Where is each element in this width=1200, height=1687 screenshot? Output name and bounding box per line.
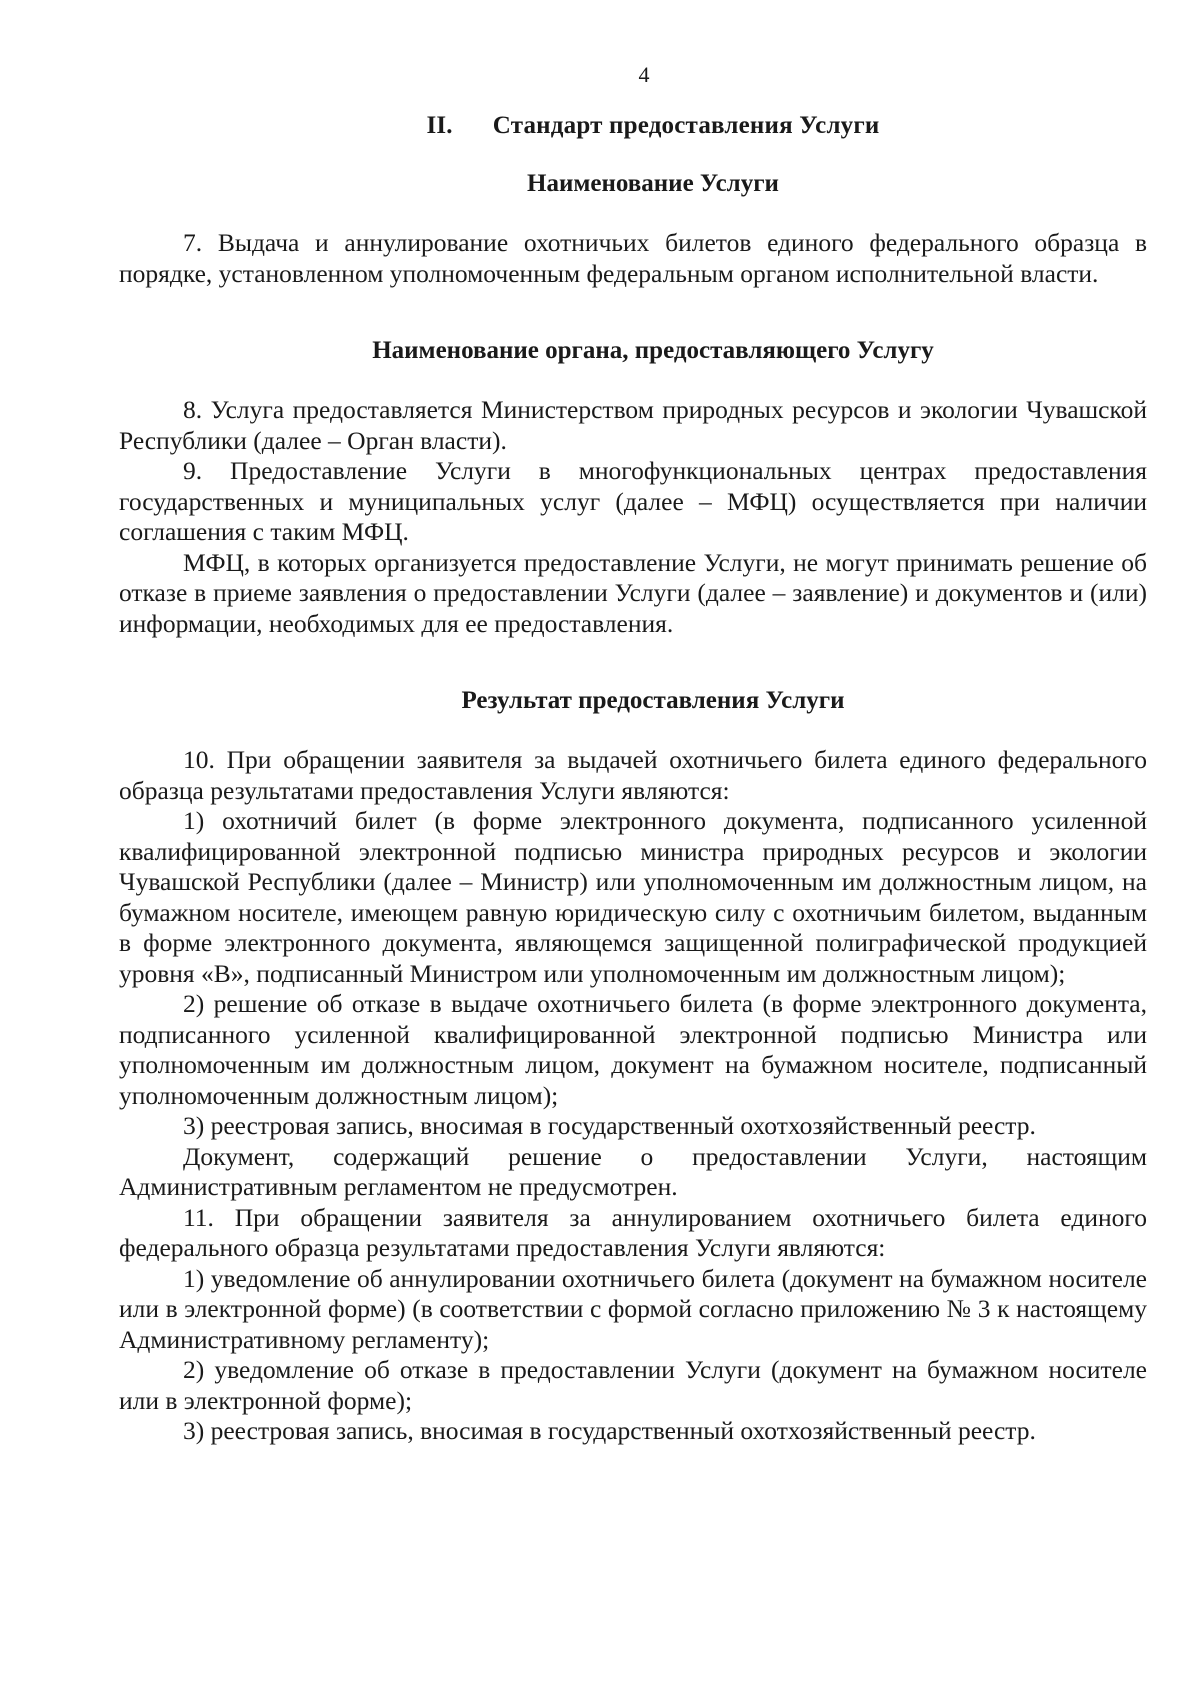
section-title-text: Стандарт предоставления Услуги (492, 112, 880, 139)
paragraph-9-mfc: МФЦ, в которых организуется предоставление Услуги, не могут принимать решение об отказе в приеме заявления о предоставлении Услуги (далее – заявление) и документов и (или) информации, необходимых для ее предоставления. (119, 547, 1147, 638)
page-number: 4 (638, 62, 650, 87)
paragraph-7: 7. Выдача и аннулирование охотничьих билетов единого федерального образца в порядке, установленном уполномоченным федеральным органом исполнительной власти. (119, 228, 1147, 288)
paragraph-10-document: Документ, содержащий решение о предоставлении Услуги, настоящим Административным регламентом не предусмотрен. (119, 1141, 1147, 1201)
heading-service-name: Наименование Услуги (527, 170, 779, 197)
heading-service-result: Результат предоставления Услуги (461, 687, 845, 714)
paragraph-10-item-3: 3) реестровая запись, вносимая в государственный охотхозяйственный реестр. (183, 1111, 1036, 1140)
paragraph-11-item-2: 2) уведомление об отказе в предоставлении Услуги (документ на бумажном носителе или в электронной форме); (119, 1355, 1147, 1415)
paragraph-10-item-2: 2) решение об отказе в выдаче охотничьего билета (в форме электронного документа, подписанного усиленной квалифицированной электронной подписью Министра или уполномоченным им должностным лицом, документ на бумажном носителе, подписанный уполномоченным должностным лицом); (119, 989, 1147, 1110)
document-page (119, 62, 1147, 1447)
paragraph-10: 10. При обращении заявителя за выдачей охотничьего билета единого федерального образца результатами предоставления Услуги являются: (119, 745, 1147, 805)
section-title (159, 112, 1147, 140)
paragraph-8: 8. Услуга предоставляется Министерством природных ресурсов и экологии Чувашской Республики (далее – Орган власти). (119, 395, 1147, 455)
paragraph-10-item-1: 1) охотничий билет (в форме электронного документа, подписанного усиленной квалифицированной электронной подписью министра природных ресурсов и экологии Чувашской Республики (далее – Министр) или уполномоченным им должностным лицом, на бумажном носителе, имеющем равную юридическую силу с охотничьим билетом, выданным в форме электронного документа, являющемся защищенной полиграфической продукцией уровня «В», подписанный Министром или уполномоченным им должностным лицом); (119, 806, 1147, 988)
paragraph-11: 11. При обращении заявителя за аннулированием охотничьего билета единого федерального образца результатами предоставления Услуги являются: (119, 1202, 1147, 1262)
section-number: II. (426, 112, 453, 139)
paragraph-11-item-1: 1) уведомление об аннулировании охотничьего билета (документ на бумажном носителе или в электронной форме) (в соответствии с формой согласно приложению № 3 к настоящему Административному регламенту); (119, 1263, 1147, 1354)
paragraph-9: 9. Предоставление Услуги в многофункциональных центрах предоставления государственных и муниципальных услуг (далее – МФЦ) осуществляется при наличии соглашения с таким МФЦ. (119, 456, 1147, 546)
paragraph-11-item-3: 3) реестровая запись, вносимая в государственный охотхозяйственный реестр. (183, 1416, 1036, 1445)
heading-provider-authority: Наименование органа, предоставляющего Услугу (372, 337, 934, 364)
